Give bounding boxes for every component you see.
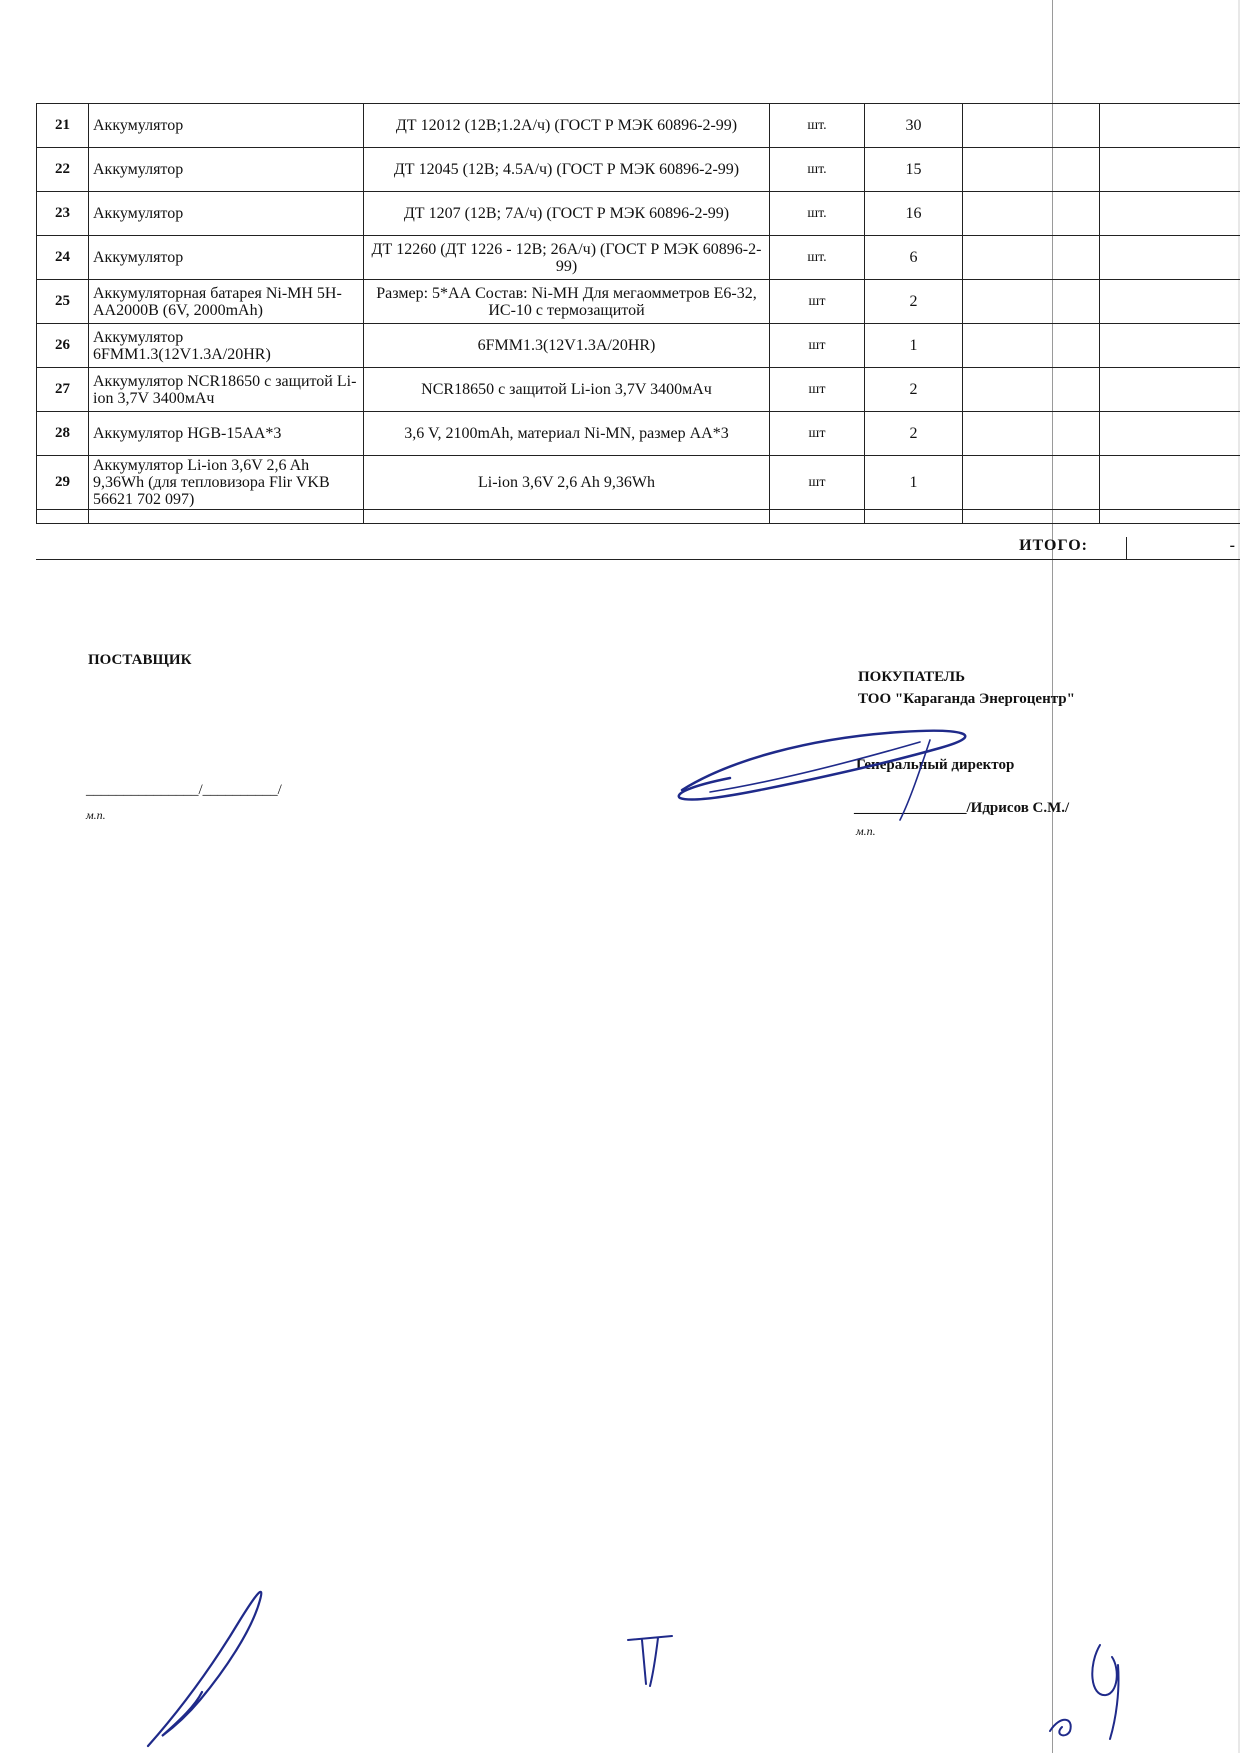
price-cell (963, 236, 1100, 280)
footer-initial-left (140, 1580, 280, 1750)
footer-initial-middle (620, 1630, 680, 1690)
item-unit: шт (770, 456, 865, 510)
empty-cell (364, 510, 770, 524)
item-qty: 30 (865, 104, 963, 148)
item-name: Аккумулятор 6FMM1.3(12V1.3A/20HR) (89, 324, 364, 368)
item-unit: шт (770, 324, 865, 368)
row-number: 27 (37, 368, 89, 412)
price-cell (963, 148, 1100, 192)
item-name: Аккумуляторная батарея Ni-MH 5H-AA2000B (6V, 2000mAh) (89, 280, 364, 324)
item-unit: шт. (770, 104, 865, 148)
sum-cell (1100, 412, 1240, 456)
item-qty: 1 (865, 324, 963, 368)
item-spec: ДТ 12012 (12В;1.2А/ч) (ГОСТ Р МЭК 60896-2-99) (364, 104, 770, 148)
empty-cell (865, 510, 963, 524)
item-name: Аккумулятор (89, 104, 364, 148)
row-number: 29 (37, 456, 89, 510)
total-label: ИТОГО: (1019, 537, 1088, 554)
footer-initial-right (1040, 1635, 1150, 1745)
item-spec: 3,6 V, 2100mAh, материал Ni-MN, размер АА*3 (364, 412, 770, 456)
row-number: 21 (37, 104, 89, 148)
item-name: Аккумулятор (89, 192, 364, 236)
row-number: 24 (37, 236, 89, 280)
empty-cell (89, 510, 364, 524)
item-name: Аккумулятор Li-ion 3,6V 2,6 Ah 9,36Wh (для тепловизора Flir VKB 56621 702 097) (89, 456, 364, 510)
item-qty: 2 (865, 412, 963, 456)
row-number: 23 (37, 192, 89, 236)
price-cell (963, 368, 1100, 412)
item-name: Аккумулятор (89, 148, 364, 192)
price-cell (963, 104, 1100, 148)
item-qty: 16 (865, 192, 963, 236)
table-row (37, 104, 1240, 148)
buyer-org: ТОО "Караганда Энергоцентр" (858, 691, 1075, 707)
row-number: 28 (37, 412, 89, 456)
price-cell (963, 324, 1100, 368)
empty-cell (770, 510, 865, 524)
row-number: 22 (37, 148, 89, 192)
item-unit: шт (770, 412, 865, 456)
price-cell (963, 280, 1100, 324)
buyer-title: ПОКУПАТЕЛЬ (858, 669, 966, 685)
sum-cell (1100, 324, 1240, 368)
supplier-sign-line: _______________/__________/ (86, 782, 282, 798)
table-row (37, 412, 1240, 456)
supplier-title: ПОСТАВЩИК (88, 652, 192, 668)
sum-cell (1100, 148, 1240, 192)
item-spec: ДТ 12260 (ДТ 1226 - 12В; 26А/ч) (ГОСТ Р МЭК 60896-2-99) (364, 236, 770, 280)
price-cell (963, 412, 1100, 456)
item-spec: ДТ 1207 (12В; 7А/ч) (ГОСТ Р МЭК 60896-2-99) (364, 192, 770, 236)
buyer-stamp-label: м.п. (856, 824, 876, 838)
row-number: 26 (37, 324, 89, 368)
item-unit: шт (770, 280, 865, 324)
table-row (37, 324, 1240, 368)
empty-cell (37, 510, 89, 524)
item-spec: Li-ion 3,6V 2,6 Ah 9,36Wh (364, 456, 770, 510)
item-qty: 15 (865, 148, 963, 192)
table-row-empty (37, 510, 1240, 524)
buyer-position: Генеральный директор (856, 757, 1015, 773)
table-row (37, 192, 1240, 236)
item-name: Аккумулятор HGB-15AA*3 (89, 412, 364, 456)
buyer-sign-line: _______________/Идрисов С.М./ (854, 800, 1070, 816)
item-qty: 2 (865, 368, 963, 412)
item-qty: 1 (865, 456, 963, 510)
table-row (37, 280, 1240, 324)
item-unit: шт. (770, 148, 865, 192)
item-unit: шт. (770, 192, 865, 236)
sum-cell (1100, 236, 1240, 280)
supplier-stamp-label: м.п. (86, 808, 106, 822)
empty-cell (1100, 510, 1240, 524)
items-table (36, 103, 1240, 524)
item-spec: 6FMM1.3(12V1.3A/20HR) (364, 324, 770, 368)
row-number: 25 (37, 280, 89, 324)
item-spec: NCR18650 с защитой Li-ion 3,7V 3400мАч (364, 368, 770, 412)
item-qty: 6 (865, 236, 963, 280)
item-name: Аккумулятор (89, 236, 364, 280)
sum-cell (1100, 368, 1240, 412)
table-row (37, 456, 1240, 510)
price-cell (963, 192, 1100, 236)
item-name: Аккумулятор NCR18650 с защитой Li-ion 3,7V 3400мАч (89, 368, 364, 412)
sum-cell (1100, 456, 1240, 510)
table-row (37, 368, 1240, 412)
total-value: - (1229, 537, 1235, 554)
sum-cell (1100, 104, 1240, 148)
empty-cell (963, 510, 1100, 524)
table-row (37, 148, 1240, 192)
item-spec: Размер: 5*АА Состав: Ni-MH Для мегаомметров Е6-32, ИС-10 с термозащитой (364, 280, 770, 324)
buyer-signature (670, 720, 1000, 830)
price-cell (963, 456, 1100, 510)
item-unit: шт. (770, 236, 865, 280)
sum-cell (1100, 192, 1240, 236)
item-qty: 2 (865, 280, 963, 324)
item-unit: шт (770, 368, 865, 412)
sum-cell (1100, 280, 1240, 324)
table-row (37, 236, 1240, 280)
total-row (36, 537, 1240, 560)
item-spec: ДТ 12045 (12В; 4.5А/ч) (ГОСТ Р МЭК 60896-2-99) (364, 148, 770, 192)
total-cell (1126, 537, 1240, 559)
